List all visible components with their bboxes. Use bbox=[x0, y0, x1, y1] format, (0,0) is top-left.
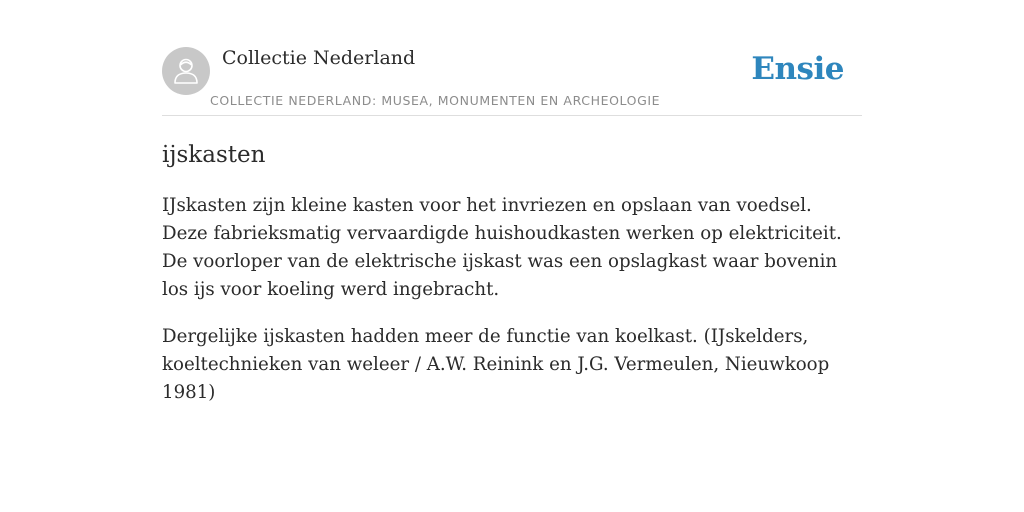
user-icon bbox=[172, 56, 200, 86]
collection-label[interactable]: COLLECTIE NEDERLAND: MUSEA, MONUMENTEN EN ARCHEOLOGIE bbox=[210, 93, 661, 108]
page-title: ijskasten bbox=[162, 142, 266, 168]
definition-body bbox=[162, 192, 862, 407]
avatar[interactable] bbox=[162, 47, 210, 95]
definition-card bbox=[162, 46, 862, 426]
paragraph: Dergelijke ijskasten hadden meer de functie van koelkast. (IJskelders, koeltechnieken van weleer / A.W. Reinink en J.G. Vermeulen, Nieuwkoop 1981) bbox=[162, 326, 830, 403]
brand-logo[interactable]: Ensie bbox=[751, 51, 844, 87]
card-header bbox=[162, 46, 862, 116]
paragraph: IJskasten zijn kleine kasten voor het invriezen en opslaan van voedsel. Deze fabrieksmatig vervaardigde huishoudkasten werken op elektriciteit. De voorloper van de elektrische ijskast was een opslagkast waar bovenin los ijs voor koeling werd ingebracht. bbox=[162, 195, 842, 300]
author-link[interactable]: Collectie Nederland bbox=[222, 47, 416, 69]
